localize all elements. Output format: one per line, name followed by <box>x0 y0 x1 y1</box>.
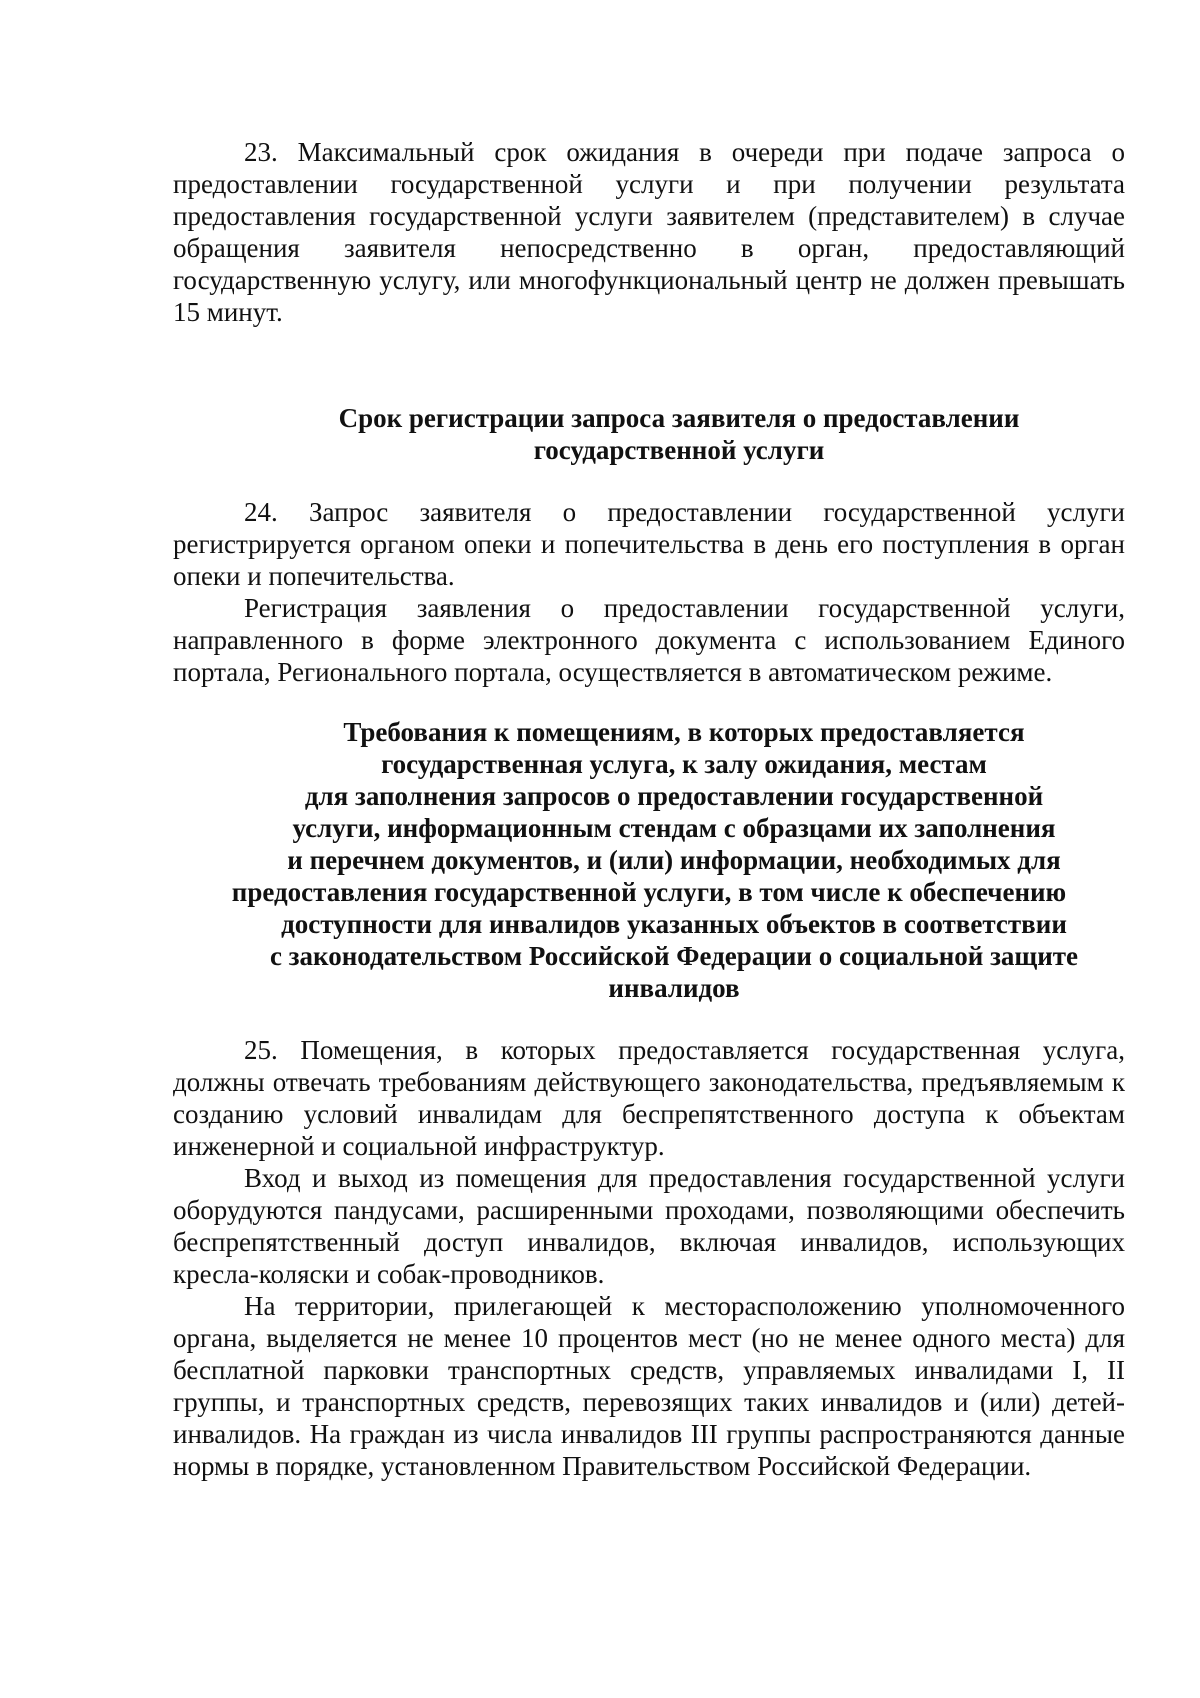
paragraph-24-registration: Регистрация заявления о предоставлении государственной услуги, направленного в форме электронного документа с использованием Единого портала, Регионального портала, осуществляется в автоматическом режиме. <box>173 593 1125 687</box>
heading-line: с законодательством Российской Федерации о социальной защите <box>269 941 1079 971</box>
paragraph-23: 23. Максимальный срок ожидания в очереди при подаче запроса о предоставлении государственной услуги и при получении результата предоставления государственной услуги заявителем (представителем) в случае обращения заявителя непосредственно в орган, предоставляющий государственную услугу, или многофункциональный центр не должен превышать 15 минут. <box>173 137 1125 327</box>
heading-line: услуги, информационным стендам с образцами их заполнения <box>292 813 1056 843</box>
paragraph-24: 24. Запрос заявителя о предоставлении государственной услуги регистрируется органом опеки и попечительства в день его поступления в орган опеки и попечительства. <box>173 497 1125 591</box>
heading-line: инвалидов <box>608 973 740 1003</box>
heading-line: для заполнения запросов о предоставлении государственной <box>304 781 1044 811</box>
heading-line: государственная услуга, к залу ожидания, местам <box>381 749 987 779</box>
heading-registration-term <box>173 402 1125 466</box>
heading-line: предоставления государственной услуги, в том числе к обеспечению <box>231 877 1067 907</box>
paragraph-25: 25. Помещения, в которых предоставляется государственная услуга, должны отвечать требованиям действующего законодательства, предъявляемым к созданию условий инвалидам для беспрепятственного доступа к объектам инженерной и социальной инфраструктур. <box>173 1035 1125 1161</box>
document-page <box>173 136 1125 1482</box>
paragraph-25-entrance: Вход и выход из помещения для предоставления государственной услуги оборудуются пандусами, расширенными проходами, позволяющими обеспечить беспрепятственный доступ инвалидов, включая инвалидов, использующих кресла-коляски и собак-проводников. <box>173 1163 1125 1289</box>
paragraph-25-parking: На территории, прилегающей к месторасположению уполномоченного органа, выделяется не менее 10 процентов мест (но не менее одного места) для бесплатной парковки транспортных средств, управляемых инвалидами I, II группы, и транспортных средств, перевозящих таких инвалидов и (или) детей-инвалидов. На граждан из числа инвалидов III группы распространяются данные нормы в порядке, установленном Правительством Российской Федерации. <box>173 1291 1125 1481</box>
heading-line: доступности для инвалидов указанных объектов в соответствии <box>281 909 1067 939</box>
heading-line: Срок регистрации запроса заявителя о предоставлении <box>338 403 1020 433</box>
heading-line: государственной услуги <box>533 435 825 465</box>
heading-line: Требования к помещениям, в которых предоставляется <box>343 717 1025 747</box>
heading-premises-requirements <box>173 716 1125 1004</box>
heading-line: и перечнем документов, и (или) информации, необходимых для <box>287 845 1061 875</box>
